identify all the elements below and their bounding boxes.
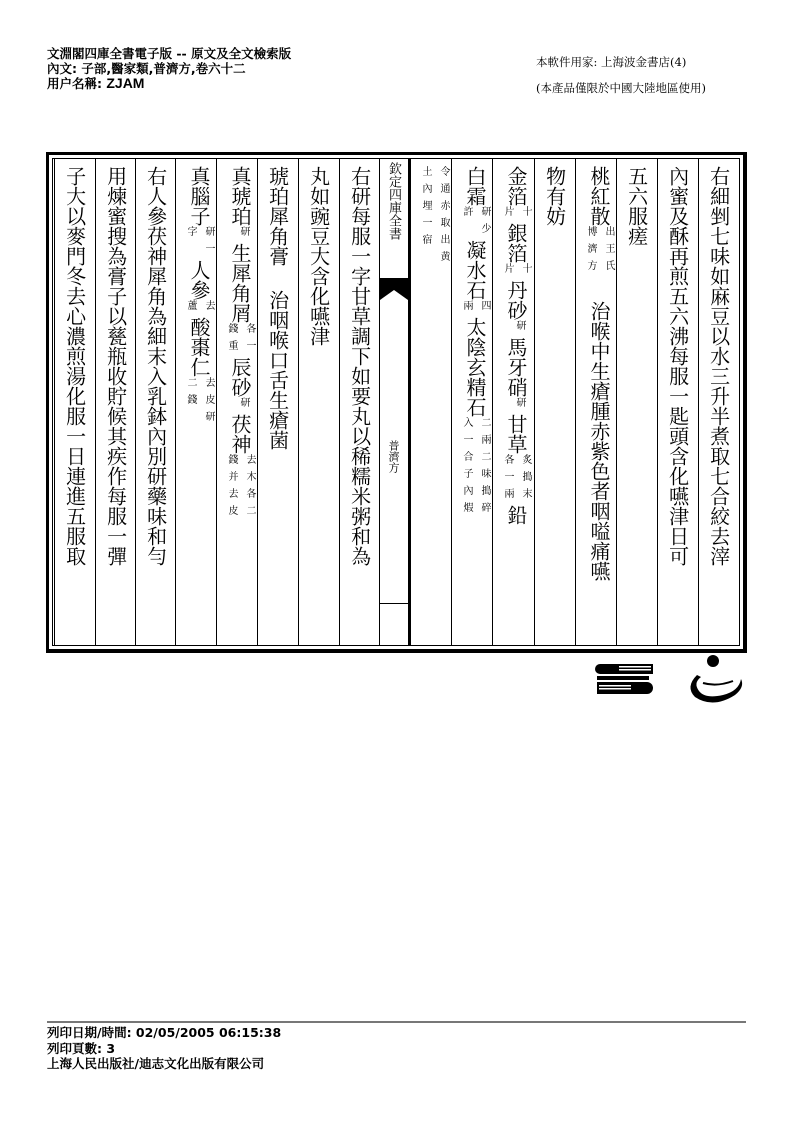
text-column [492, 158, 534, 646]
annotation-line: 土內埋一宿 [420, 166, 431, 251]
main-text: 治咽喉口舌生瘡菌 [265, 266, 290, 450]
main-text: 辰砂 [228, 357, 252, 397]
main-text: 太陰玄精石 [463, 317, 487, 417]
annotation-line: 錢重 [226, 323, 237, 357]
annotation-line: 出王氏 [603, 226, 614, 277]
center-divider [380, 603, 409, 604]
main-text: 生犀角屑 [228, 243, 252, 323]
publisher-line: 上海人民出版社/迪志文化出版有限公司 [47, 1056, 265, 1071]
annotation-note [231, 226, 249, 243]
annotation-line: 字 [185, 226, 196, 243]
main-text: 白霜 [463, 166, 487, 206]
annotation-note [584, 226, 614, 277]
annotation-line: 去皮研 [203, 377, 214, 428]
product-title: 文淵閣四庫全書電子版 -- 原文及全文檢索版 [47, 46, 292, 61]
books-logo-icon [595, 662, 655, 703]
annotation-line: 研一 [203, 226, 214, 260]
text-column [339, 158, 379, 646]
annotation-line: 研 [238, 226, 249, 243]
annotation-line: 研 [514, 320, 525, 337]
main-text: 真琥珀 [228, 166, 252, 226]
document-header [47, 46, 291, 91]
annotation-line: 去木各二 [244, 454, 255, 522]
annotation-line: 去 [203, 300, 214, 317]
annotation-line: 四 [479, 300, 490, 317]
print-page-count: 列印頁數: 3 [47, 1040, 116, 1056]
annotation-note [225, 323, 255, 357]
annotation-note [184, 300, 214, 317]
annotation-note [460, 300, 490, 317]
annotation-line: 錢并去皮 [226, 454, 237, 522]
annotation-line: 十 [520, 206, 531, 223]
text-column [175, 158, 216, 646]
main-text: 桃紅散 [587, 166, 611, 226]
main-text: 真腦子 [187, 166, 211, 226]
annotation-line: 研少 [479, 206, 490, 240]
annotation-line: 研 [514, 397, 525, 414]
license-info [536, 49, 706, 101]
text-column [54, 158, 95, 646]
annotation-note [501, 263, 531, 280]
annotation-line: 許 [461, 206, 472, 223]
annotation-line: 令通赤取出黄 [438, 166, 449, 268]
text-column [657, 158, 698, 646]
annotation-line: 二兩二味搗碎 [479, 417, 490, 519]
text-column [135, 158, 175, 646]
main-text: 鉛 [504, 505, 528, 525]
text-column [95, 158, 135, 646]
book-title: 普濟方 [387, 440, 400, 473]
main-text: 馬牙硝 [504, 337, 528, 397]
main-text: 治喉中生瘡腫赤紫色者咽嗌痛嚥 [587, 277, 611, 581]
main-text: 凝水石 [463, 240, 487, 300]
username-label: 用户名稱: [47, 76, 107, 91]
annotation-line: 炙搗末 [520, 454, 531, 505]
annotation-line: 兩 [461, 300, 472, 317]
annotation-note [501, 206, 531, 223]
annotation-note [419, 166, 449, 268]
text-column [410, 158, 451, 646]
annotation-line: 各一兩 [502, 454, 513, 505]
text-column [575, 158, 616, 646]
main-text: 琥珀犀角膏 [265, 166, 290, 266]
content-path: 內文: 子部,醫家類,普濟方,卷六十二 [47, 61, 246, 76]
main-text: 酸棗仁 [187, 317, 211, 377]
annotation-line: 各一 [244, 323, 255, 357]
annotation-line: 研 [238, 397, 249, 414]
main-text: 右人參茯神犀角為細末入乳鉢內別研藥味和勻 [143, 166, 168, 566]
annotation-note [460, 206, 490, 240]
text-column [298, 158, 339, 646]
annotation-note [184, 377, 214, 428]
text-column [451, 158, 492, 646]
annotation-line: 二錢 [185, 377, 196, 411]
main-text: 五六服瘥 [624, 166, 649, 246]
print-footer [47, 1025, 281, 1072]
username-value: ZJAM [106, 75, 145, 91]
text-column [698, 158, 740, 646]
annotation-note [507, 397, 525, 414]
text-column [534, 158, 575, 646]
annotation-note [507, 320, 525, 337]
annotation-line: 十 [520, 263, 531, 280]
main-text: 人參 [187, 260, 211, 300]
annotation-note [225, 454, 255, 522]
main-text: 內蜜及酥再煎五六沸每服一匙頭含化嚥津日可 [665, 166, 690, 566]
main-text: 銀箔 [504, 223, 528, 263]
publisher-logo-icon [683, 653, 747, 714]
text-column [216, 158, 257, 646]
text-column [616, 158, 657, 646]
center-fold-strip [379, 158, 410, 646]
text-column [257, 158, 298, 646]
region-restriction: (本產品僅限於中國大陸地區使用) [536, 81, 706, 95]
annotation-line: 片 [502, 263, 513, 280]
main-text: 甘草 [504, 414, 528, 454]
annotation-note [501, 454, 531, 505]
main-text: 物有妨 [542, 166, 567, 226]
annotation-note [184, 226, 214, 260]
main-text: 用煉蜜搜為膏子以甆瓶收貯候其疾作每服一彈 [103, 166, 128, 566]
annotation-line: 入一合子內煆 [461, 417, 472, 519]
main-text: 丹砂 [504, 280, 528, 320]
annotation-line: 片 [502, 206, 513, 223]
username-line [47, 76, 291, 91]
footer-divider [47, 1021, 746, 1023]
collection-title: 欽定四庫全書 [386, 162, 401, 240]
main-text: 金箔 [504, 166, 528, 206]
annotation-note [231, 397, 249, 414]
annotation-note [460, 417, 490, 519]
licensee: 本軟件用家: 上海波金書店(4) [536, 55, 687, 69]
annotation-line: 蘆 [185, 300, 196, 317]
main-text: 右細剉七味如麻豆以水三升半煮取七合絞去滓 [706, 166, 731, 566]
main-text: 右研每服一字甘草調下如要丸以稀糯米粥和為 [347, 166, 372, 566]
print-datetime: 列印日期/時間: 02/05/2005 06:15:38 [47, 1025, 282, 1040]
annotation-line: 博濟方 [585, 226, 596, 277]
main-text: 子大以麥門冬去心濃煎湯化服一日連進五服取 [62, 166, 87, 566]
main-text: 茯神 [228, 414, 252, 454]
main-text: 丸如豌豆大含化嚥津 [306, 166, 331, 346]
